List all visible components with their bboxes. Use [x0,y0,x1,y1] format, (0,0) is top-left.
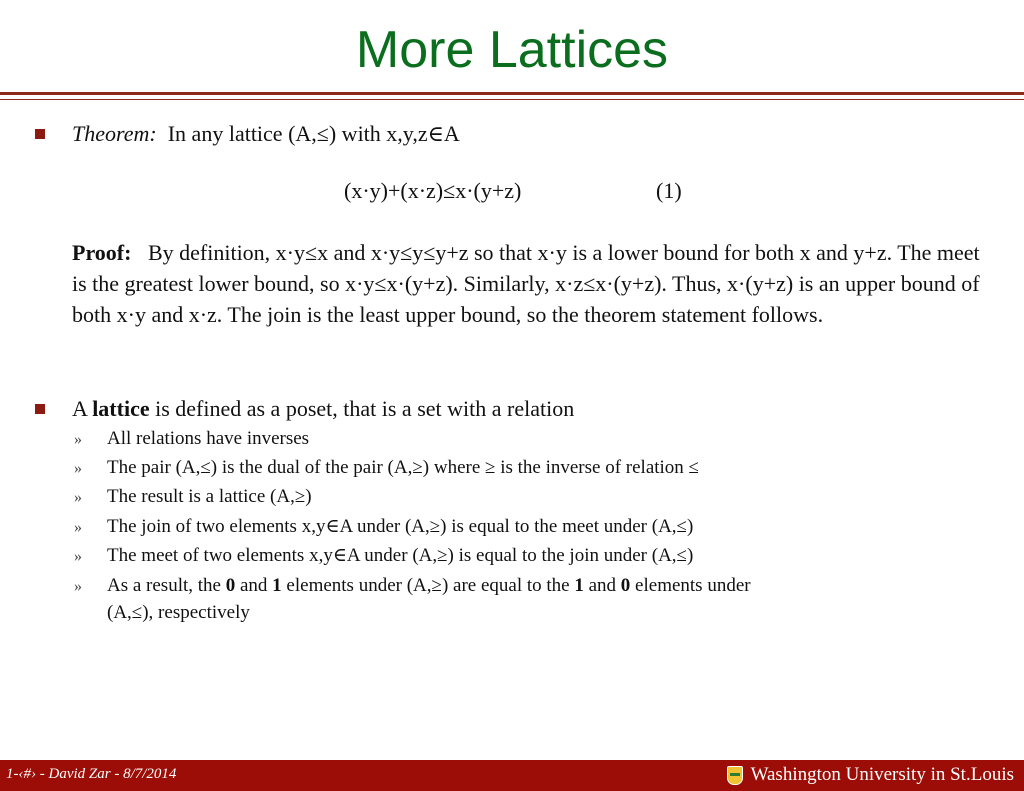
sub-bullet: The result is a lattice (A,≥) [107,486,312,507]
theorem-label: Theorem: [72,121,157,146]
raquo-icon: » [74,489,82,506]
sub-bullet: The meet of two elements x,y∈A under (A,≥) is equal to the join under (A,≤) [107,545,694,566]
result-text: and [239,575,268,596]
raquo-icon: » [74,519,82,536]
result-text: and [588,575,617,596]
lattice-rest: is defined as a poset, that is a set with a relation [155,396,575,421]
proof-text: By definition, x·y≤x and x·y≤y≤y+z so that x·y is a lower bound for both x and y+z. The meet is the greatest lower bound, so x·y≤x·(y+z). Similarly, x·z≤x·(y+z). Thus, x·(y+z) is an upper bound of both x·y and x·z. The join is the least upper bound, so the theorem statement follows. [72,240,980,327]
sub-bullet-result [107,573,751,599]
lattice-bold: lattice [92,396,150,421]
result-bold: 0 [620,575,631,596]
result-bold: 1 [574,575,584,596]
title-divider-thin [0,99,1024,100]
raquo-icon: » [74,578,82,595]
raquo-icon: » [74,431,82,448]
theorem-text: In any lattice (A,≤) with x,y,z∈A [167,121,460,146]
footer-bar [0,760,1024,791]
result-bold: 0 [225,575,236,596]
slide-title: More Lattices [355,21,669,79]
bullet-square [35,129,45,139]
raquo-icon: » [74,548,82,565]
proof-paragraph [72,237,992,330]
theorem-line [72,118,460,149]
title-divider-thick [0,92,1024,95]
result-text: As a result, the [107,575,221,596]
theorem-formula: (x·y)+(x·z)≤x·(y+z) [344,178,522,203]
footer-slide-info: 1-‹#› - David Zar - 8/7/2014 [6,766,177,782]
lattice-prefix: A [72,396,87,421]
university-logo [727,764,1014,786]
university-logo-text: Washington University in St.Louis [750,764,1014,785]
sub-bullet: The pair (A,≤) is the dual of the pair (A,≥) where ≥ is the inverse of relation ≤ [107,457,699,478]
raquo-icon: » [74,460,82,477]
result-text: elements under [635,575,751,596]
proof-label: Proof: [72,240,132,265]
sub-bullet: The join of two elements x,y∈A under (A,≥) is equal to the meet under (A,≤) [107,516,694,537]
shield-icon [727,766,743,785]
equation-number: (1) [656,178,682,203]
result-text: elements under (A,≥) are equal to the [286,575,570,596]
bullet-square [35,404,45,414]
sub-bullet: All relations have inverses [107,428,310,449]
result-bold: 1 [272,575,282,596]
lattice-line [72,393,574,424]
sub-bullet-result-line2: (A,≤), respectively [107,602,250,623]
